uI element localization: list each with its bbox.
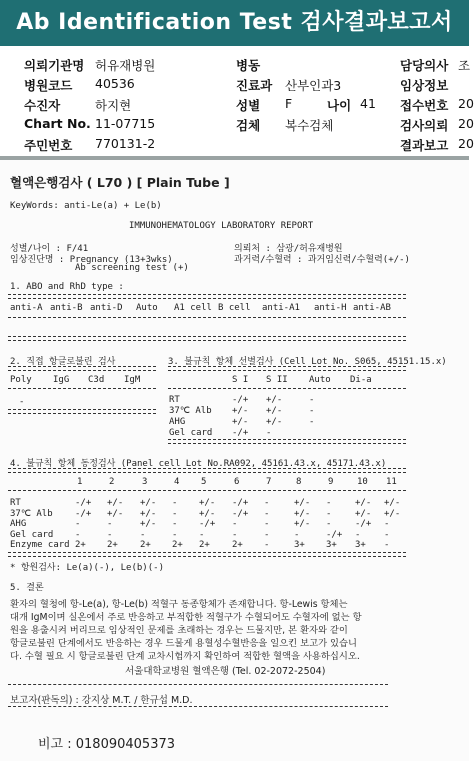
panel-cell-number: 10	[357, 477, 368, 487]
identification-cell: 2+	[140, 540, 151, 550]
screening-row-label: Gel card	[169, 428, 213, 438]
panel-cell-number: 1	[77, 477, 83, 487]
abo-column-header: B cell	[218, 303, 251, 313]
screening-cell: +/-	[266, 417, 283, 427]
info-label: 주민번호	[24, 138, 73, 153]
identification-cell: -	[326, 519, 332, 529]
divider	[8, 684, 388, 685]
screening-cell: +/-	[266, 406, 283, 416]
ab-screening: Ab screening test (+)	[75, 263, 189, 273]
divider	[8, 409, 156, 414]
panel-cell-number: 9	[328, 477, 334, 487]
lab-report-image	[0, 160, 469, 761]
conclusion-line: 항글로불린 단계에서도 반응하는 경우 드물게 용혈성수혈반응을 일으킨 보고가 있습니	[10, 638, 357, 649]
identification-cell: -	[326, 498, 332, 508]
section-screening-title: 3. 불규칙 항체 선별검사 (Cell Lot No. S065, 45151.15.x)	[168, 357, 447, 367]
identification-cell: -	[107, 519, 113, 529]
identification-cell: 3+	[326, 540, 337, 550]
identification-cell: -	[264, 540, 270, 550]
identification-cell: +/-	[355, 498, 372, 508]
identification-cell: -/+	[75, 498, 92, 508]
info-value: 조	[458, 58, 471, 73]
info-value: 허유재병원	[95, 58, 156, 73]
identification-cell: +/-	[355, 508, 372, 519]
identification-row-label: Gel card	[10, 529, 54, 540]
panel-cell-number: 5	[201, 477, 207, 487]
screening-row-label: AHG	[169, 417, 186, 427]
abo-column-header: anti-H	[314, 303, 347, 313]
info-value: 산부인과3	[285, 78, 342, 93]
identification-cell: -	[264, 529, 270, 540]
identification-cell: -	[107, 529, 113, 540]
divider	[168, 439, 406, 444]
info-label: Chart No.	[24, 116, 91, 131]
info-label: 진료과	[236, 78, 273, 93]
identification-cell: +/-	[384, 508, 401, 519]
section-dat-title: 2. 직접 항글로불린 검사	[10, 357, 116, 367]
abo-column-header: anti-AB	[353, 303, 391, 313]
identification-cell: -/+	[75, 508, 92, 519]
screening-cell: -/+	[232, 428, 249, 438]
identification-row-label: RT	[10, 498, 21, 508]
info-value: 770131-2	[95, 136, 156, 151]
identification-cell: -	[172, 508, 178, 519]
info-value: 20	[458, 116, 474, 131]
identification-cell: -	[326, 508, 332, 519]
identification-cell: +/-	[107, 508, 124, 519]
identification-cell: 2+	[172, 540, 183, 550]
info-value: 20	[458, 136, 474, 151]
info-value: 11-07715	[95, 116, 156, 131]
info-label: 결과보고	[400, 138, 449, 153]
identification-cell: -	[140, 529, 146, 540]
identification-cell: +/-	[199, 508, 216, 519]
section-conclusion-title: 5. 결론	[10, 583, 44, 593]
conclusion-line: 환자의 혈청에 항-Le(a), 항-Le(b) 적혈구 동종항체가 존재합니다. 항-Lewis 항체는	[10, 599, 348, 610]
dat-column-header: IgM	[124, 375, 141, 385]
identification-cell: -	[264, 508, 270, 519]
identification-cell: -	[75, 519, 81, 529]
identification-cell: 2+	[232, 540, 243, 550]
info-label: 의뢰기관명	[24, 58, 85, 73]
identification-cell: -/+	[355, 519, 372, 529]
dat-result: -	[19, 397, 25, 407]
abo-column-header: anti-B	[50, 303, 83, 313]
age-label: 나이	[327, 98, 352, 113]
screening-cell: +/-	[266, 395, 283, 405]
info-value: F	[285, 96, 293, 111]
screening-column-header: S I	[232, 375, 249, 385]
abo-column-header: Auto	[136, 303, 158, 313]
divider	[8, 317, 406, 318]
identification-cell: -	[384, 519, 390, 529]
remark: 비고 : 018090405373	[38, 737, 176, 752]
identification-cell: -/+	[232, 508, 249, 519]
identification-cell: -	[264, 519, 270, 529]
identification-row-label: AHG	[10, 519, 27, 529]
identification-cell: -	[384, 529, 390, 540]
section-abo-title: 1. ABO and RhD type :	[10, 282, 124, 292]
identification-cell: 3+	[294, 540, 305, 550]
keywords: KeyWords: anti-Le(a) + Le(b)	[10, 201, 162, 211]
report-title: 혈액은행검사 ( L70 ) [ Plain Tube ]	[10, 175, 230, 190]
identification-row-label: Enzyme card	[10, 540, 70, 550]
info-label: 수진자	[24, 98, 61, 113]
panel-cell-number: 2	[109, 477, 115, 487]
identification-cell: 2+	[107, 540, 118, 550]
divider	[168, 366, 406, 371]
divider	[8, 366, 156, 371]
identification-cell: 2+	[75, 540, 86, 550]
panel-cell-number: 7	[266, 477, 272, 487]
identification-cell: +/-	[107, 498, 124, 508]
identification-cell: -	[172, 519, 178, 529]
identification-cell: -/+	[232, 498, 249, 508]
age-value: 41	[360, 96, 376, 111]
divider	[168, 388, 406, 389]
divider	[8, 706, 388, 707]
info-value: 복수검체	[285, 118, 334, 133]
screening-cell: -	[309, 395, 315, 405]
identification-cell: 2+	[199, 540, 210, 550]
patient-info-panel	[0, 52, 474, 153]
clinical-diagnosis: 임상진단명 : Pregnancy (13+3wks)	[10, 255, 173, 265]
screening-row-label: RT	[169, 395, 180, 405]
referring-org: 의뢰처 : 삼광/허유재병원	[234, 244, 343, 254]
info-label: 병원코드	[24, 78, 73, 93]
info-label: 병동	[236, 58, 261, 73]
abo-column-header: anti-D	[90, 303, 123, 313]
identification-cell: +/-	[199, 498, 216, 508]
panel-cell-number: 6	[234, 477, 240, 487]
screening-cell: -	[309, 417, 315, 427]
info-label: 담당의사	[400, 58, 449, 73]
identification-cell: -	[355, 529, 361, 540]
abo-column-header: anti-A1	[262, 303, 300, 313]
info-label: 임상정보	[400, 78, 449, 93]
info-label: 검사의뢰	[400, 118, 449, 133]
divider	[8, 552, 406, 557]
identification-cell: +/-	[140, 508, 157, 519]
info-value: 하지현	[95, 98, 132, 113]
screening-row-label: 37℃ Alb	[169, 406, 212, 416]
panel-cell-number: 4	[174, 477, 180, 487]
section-identification-title: 4. 불규칙 항체 동정검사 (Panel cell Lot No.RA092, 45161.43.x, 45171.43.x)	[10, 459, 387, 469]
conclusion-line: 대개 IgM이며 실온에서 주로 반응하고 부적합한 적혈구가 수혈되어도 수혈자에 없는 항	[10, 612, 362, 623]
conclusion-line: 원을 용출시켜 버리므로 임상적인 문제를 초래하는 경우는 드물지만, 본 환자와 같이	[10, 625, 348, 636]
screening-column-header: S II	[266, 375, 288, 385]
identification-cell: -	[75, 529, 81, 540]
panel-cell-number: 8	[296, 477, 302, 487]
lab-organization: 서울대학교병원 혈액은행 (Tel. 02-2072-2504)	[125, 666, 326, 677]
antigen-test: * 항원검사: Le(a)(-), Le(b)(-)	[10, 563, 164, 573]
abo-column-header: anti-A	[10, 303, 43, 313]
identification-cell: -	[384, 540, 390, 550]
divider	[8, 294, 406, 299]
screening-column-header: Auto	[309, 375, 331, 385]
divider	[8, 336, 406, 341]
info-value: 20	[458, 96, 474, 111]
dat-column-header: Poly	[10, 375, 32, 385]
screening-cell: -/+	[232, 395, 249, 405]
divider	[8, 468, 406, 473]
identification-cell: -/+	[326, 529, 343, 540]
identification-cell: +/-	[140, 519, 157, 529]
identification-cell: -	[199, 529, 205, 540]
report-banner-title: Ab Identification Test 검사결과보고서	[0, 0, 469, 46]
identification-cell: 3+	[355, 540, 366, 550]
abo-column-header: A1 cell	[174, 303, 212, 313]
identification-row-label: 37℃ Alb	[10, 508, 53, 519]
identification-cell: -	[172, 529, 178, 540]
report-header: IMMUNOHEMATOLOGY LABORATORY REPORT	[129, 221, 314, 231]
divider	[8, 388, 156, 389]
identification-cell: -	[264, 498, 270, 508]
patient-sex-age: 성별/나이 : F/41	[10, 244, 89, 254]
dat-column-header: IgG	[53, 375, 70, 385]
identification-cell: +/-	[294, 508, 311, 519]
identification-cell: -/+	[199, 519, 216, 529]
screening-column-header: Di-a	[350, 375, 372, 385]
identification-cell: +/-	[294, 498, 311, 508]
panel-cell-number: 11	[386, 477, 397, 487]
transfusion-history: 과거력/수혈력 : 과거임신력/수혈력(+/-)	[234, 255, 410, 265]
divider	[8, 490, 406, 491]
identification-cell: -	[172, 498, 178, 508]
panel-cell-number: 3	[142, 477, 148, 487]
screening-cell: -	[309, 406, 315, 416]
info-label: 검체	[236, 118, 261, 133]
conclusion-text	[10, 598, 458, 663]
info-value: 40536	[95, 76, 135, 91]
identification-cell: -	[232, 529, 238, 540]
identification-cell: +/-	[384, 498, 401, 508]
identification-cell: -	[294, 529, 300, 540]
identification-cell: -	[232, 519, 238, 529]
dat-column-header: C3d	[88, 375, 105, 385]
screening-cell: +/-	[232, 417, 249, 427]
identification-cell: +/-	[140, 498, 157, 508]
screening-cell: -	[266, 428, 272, 438]
conclusion-line: 다. 수혈 필요 시 항글로불린 단계 교차시험까지 확인하여 적합한 혈액을 사용하십시오.	[10, 651, 360, 662]
reporter: 보고자(판독의) : 강지상 M.T. / 한규섭 M.D.	[10, 695, 193, 706]
screening-cell: +/-	[232, 406, 249, 416]
info-label: 접수번호	[400, 98, 449, 113]
info-label: 성별	[236, 98, 261, 113]
identification-cell: +/-	[294, 519, 311, 529]
